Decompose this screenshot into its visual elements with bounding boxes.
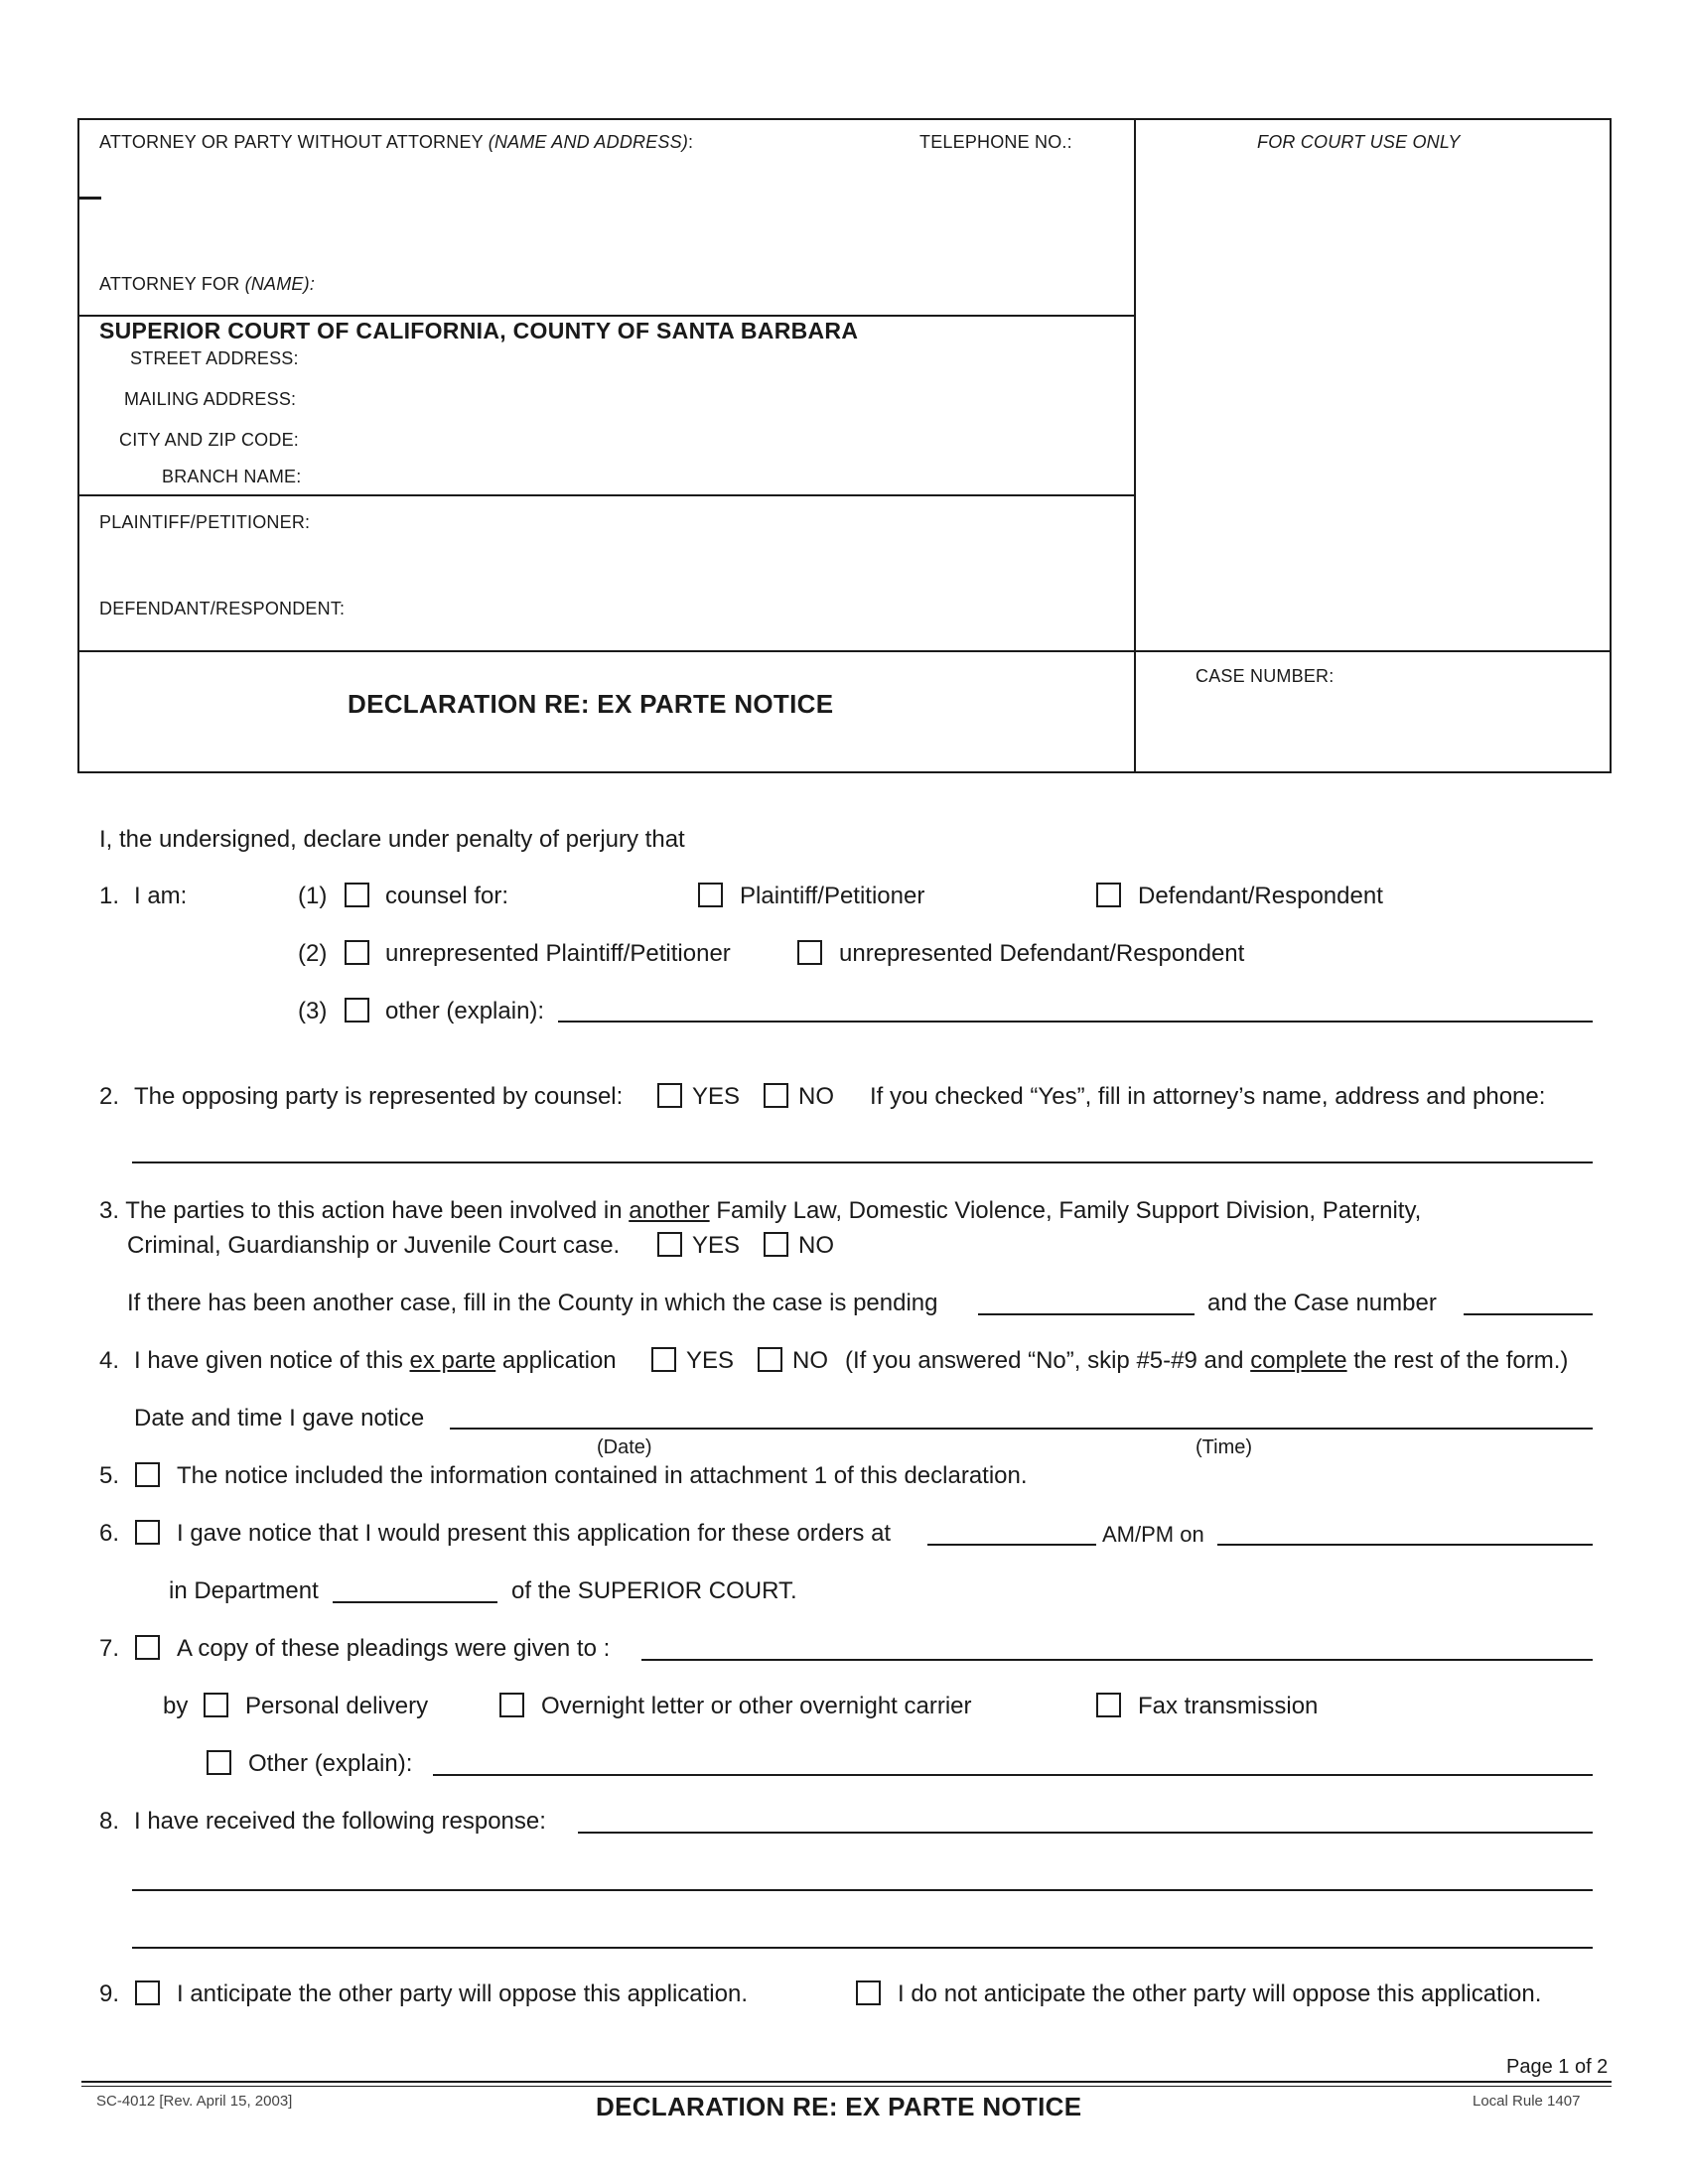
item2-number: 2. (99, 1083, 120, 1110)
item1-opt3-number: (3) (298, 998, 328, 1024)
footer-title: DECLARATION RE: EX PARTE NOTICE (596, 2092, 1082, 2121)
defendant-field[interactable] (357, 595, 1122, 644)
item3-line2: Criminal, Guardianship or Juvenile Court case. (127, 1232, 621, 1259)
footer-rule-bottom (81, 2086, 1612, 2087)
item1-number: 1. (99, 883, 120, 909)
counsel-yes-checkbox[interactable] (657, 1083, 682, 1108)
personal-delivery-checkbox[interactable] (204, 1693, 228, 1717)
other-delivery-label: Other (explain): (248, 1750, 413, 1777)
item6-text: I gave notice that I would present this application for these orders at (177, 1520, 892, 1547)
item3-followup-a: If there has been another case, fill in the County in which the case is pending (127, 1290, 938, 1316)
counsel-no-checkbox[interactable] (764, 1083, 788, 1108)
copy-given-to-line[interactable] (641, 1659, 1593, 1661)
city-zip-field[interactable] (318, 426, 1122, 454)
not-oppose-label: I do not anticipate the other party will oppose this application. (898, 1980, 1542, 2007)
form-id: SC-4012 [Rev. April 15, 2003] (96, 2093, 293, 2110)
item1-opt2-number: (2) (298, 940, 328, 967)
item4-text: I have given notice of this ex parte application (134, 1347, 617, 1374)
personal-delivery-label: Personal delivery (245, 1693, 429, 1719)
unrep-plaintiff-label: unrepresented Plaintiff/Petitioner (385, 940, 731, 967)
other-delivery-checkbox[interactable] (207, 1750, 231, 1775)
item1-lead: I am: (134, 883, 188, 909)
item5-text: The notice included the information contained in attachment 1 of this declaration. (177, 1462, 1028, 1489)
caption-divider-title (77, 650, 1612, 652)
present-date-line[interactable] (1217, 1544, 1593, 1546)
not-oppose-checkbox[interactable] (856, 1980, 881, 2005)
plaintiff-label: PLAINTIFF/PETITIONER: (99, 512, 311, 532)
attorney-for-label: ATTORNEY FOR (NAME): (99, 274, 316, 294)
pending-county-line[interactable] (978, 1313, 1195, 1315)
other-explain-label: other (explain): (385, 998, 545, 1024)
fax-label: Fax transmission (1138, 1693, 1319, 1719)
overnight-checkbox[interactable] (499, 1693, 524, 1717)
other-case-no-checkbox[interactable] (764, 1232, 788, 1257)
fax-checkbox[interactable] (1096, 1693, 1121, 1717)
branch-name-field[interactable] (318, 463, 1122, 490)
item6-number: 6. (99, 1520, 120, 1547)
other-case-yes-checkbox[interactable] (657, 1232, 682, 1257)
notice-no-checkbox[interactable] (758, 1347, 782, 1372)
notice-yes-checkbox[interactable] (651, 1347, 676, 1372)
street-address-label: STREET ADDRESS: (130, 348, 299, 368)
item1-opt1-number: (1) (298, 883, 328, 909)
caption-divider-court (77, 315, 1134, 317)
counsel-for-label: counsel for: (385, 883, 509, 909)
court-use-label: FOR COURT USE ONLY (1257, 132, 1461, 152)
response-line-1[interactable] (578, 1832, 1593, 1834)
attorney-label: ATTORNEY OR PARTY WITHOUT ATTORNEY (NAME AND ADDRESS): (99, 132, 694, 152)
mailing-address-label: MAILING ADDRESS: (124, 389, 297, 409)
item4-number: 4. (99, 1347, 120, 1374)
counsel-defendant-label: Defendant/Respondent (1138, 883, 1383, 909)
other-explain-line[interactable] (558, 1021, 1593, 1023)
page-number: Page 1 of 2 (1506, 2056, 1609, 2078)
item8-number: 8. (99, 1808, 120, 1835)
oppose-label: I anticipate the other party will oppose this application. (177, 1980, 749, 2007)
date-time-line[interactable] (450, 1428, 1593, 1430)
response-line-2[interactable] (132, 1889, 1593, 1891)
overnight-label: Overnight letter or other overnight carrier (541, 1693, 972, 1719)
other-case-yes-label: YES (692, 1232, 741, 1259)
other-delivery-line[interactable] (433, 1774, 1593, 1776)
plaintiff-field[interactable] (338, 508, 1122, 558)
present-application-checkbox[interactable] (135, 1520, 160, 1545)
notice-no-label: NO (792, 1347, 828, 1374)
department-label: in Department (169, 1577, 319, 1604)
attachment-info-checkbox[interactable] (135, 1462, 160, 1487)
other-explain-checkbox[interactable] (345, 998, 369, 1023)
notice-yes-label: YES (686, 1347, 735, 1374)
caption-divider-vertical (1134, 118, 1136, 773)
item5-number: 5. (99, 1462, 120, 1489)
item7-by: by (163, 1693, 189, 1719)
time-caption: (Time) (1196, 1436, 1253, 1458)
ampm-label: AM/PM on (1102, 1522, 1204, 1547)
city-zip-label: CITY AND ZIP CODE: (119, 430, 299, 450)
item3-followup-b: and the Case number (1207, 1290, 1437, 1316)
item7-text: A copy of these pleadings were given to : (177, 1635, 611, 1662)
attorney-for-field[interactable] (338, 270, 1122, 302)
superior-court-tail: of the SUPERIOR COURT. (511, 1577, 797, 1604)
unrep-defendant-label: unrepresented Defendant/Respondent (839, 940, 1245, 967)
telephone-label: TELEPHONE NO.: (919, 132, 1072, 152)
other-case-no-label: NO (798, 1232, 834, 1259)
branch-name-label: BRANCH NAME: (162, 467, 302, 486)
item9-number: 9. (99, 1980, 120, 2007)
mailing-address-field[interactable] (318, 385, 1122, 413)
present-time-line[interactable] (927, 1544, 1096, 1546)
case-number-field[interactable] (1152, 695, 1599, 764)
item3-line1: 3. The parties to this action have been involved in another Family Law, Domestic Violence, Family Support Division, Paternity, (99, 1197, 1422, 1224)
unrep-defendant-checkbox[interactable] (797, 940, 822, 965)
local-rule: Local Rule 1407 (1473, 2093, 1581, 2110)
counsel-defendant-checkbox[interactable] (1096, 883, 1121, 907)
item2-text: The opposing party is represented by counsel: (134, 1083, 624, 1110)
date-time-label: Date and time I gave notice (134, 1405, 425, 1432)
telephone-field[interactable] (919, 157, 1128, 197)
street-address-field[interactable] (318, 344, 1122, 372)
attorney-field-marker (79, 197, 101, 200)
copy-given-checkbox[interactable] (135, 1635, 160, 1660)
item8-text: I have received the following response: (134, 1808, 546, 1835)
unrep-plaintiff-checkbox[interactable] (345, 940, 369, 965)
item2-tail: If you checked “Yes”, fill in attorney’s name, address and phone: (870, 1083, 1546, 1110)
defendant-label: DEFENDANT/RESPONDENT: (99, 599, 346, 618)
form-title: DECLARATION RE: EX PARTE NOTICE (348, 689, 834, 719)
caption-divider-parties (77, 494, 1134, 496)
counsel-for-checkbox[interactable] (345, 883, 369, 907)
department-line[interactable] (333, 1601, 497, 1603)
opposing-counsel-line[interactable] (132, 1161, 1593, 1163)
counsel-plaintiff-checkbox[interactable] (698, 883, 723, 907)
counsel-plaintiff-label: Plaintiff/Petitioner (740, 883, 925, 909)
item7-number: 7. (99, 1635, 120, 1662)
intro-text: I, the undersigned, declare under penalty of perjury that (99, 826, 685, 853)
case-number-label: CASE NUMBER: (1196, 666, 1335, 686)
other-case-number-line[interactable] (1464, 1313, 1593, 1315)
item4-tail: (If you answered “No”, skip #5-#9 and complete the rest of the form.) (845, 1347, 1569, 1374)
oppose-checkbox[interactable] (135, 1980, 160, 2005)
response-line-3[interactable] (132, 1947, 1593, 1949)
counsel-yes-label: YES (692, 1083, 741, 1110)
court-name: SUPERIOR COURT OF CALIFORNIA, COUNTY OF SANTA BARBARA (99, 318, 859, 343)
date-caption: (Date) (597, 1436, 652, 1458)
footer-rule-top (81, 2081, 1612, 2083)
counsel-no-label: NO (798, 1083, 834, 1110)
